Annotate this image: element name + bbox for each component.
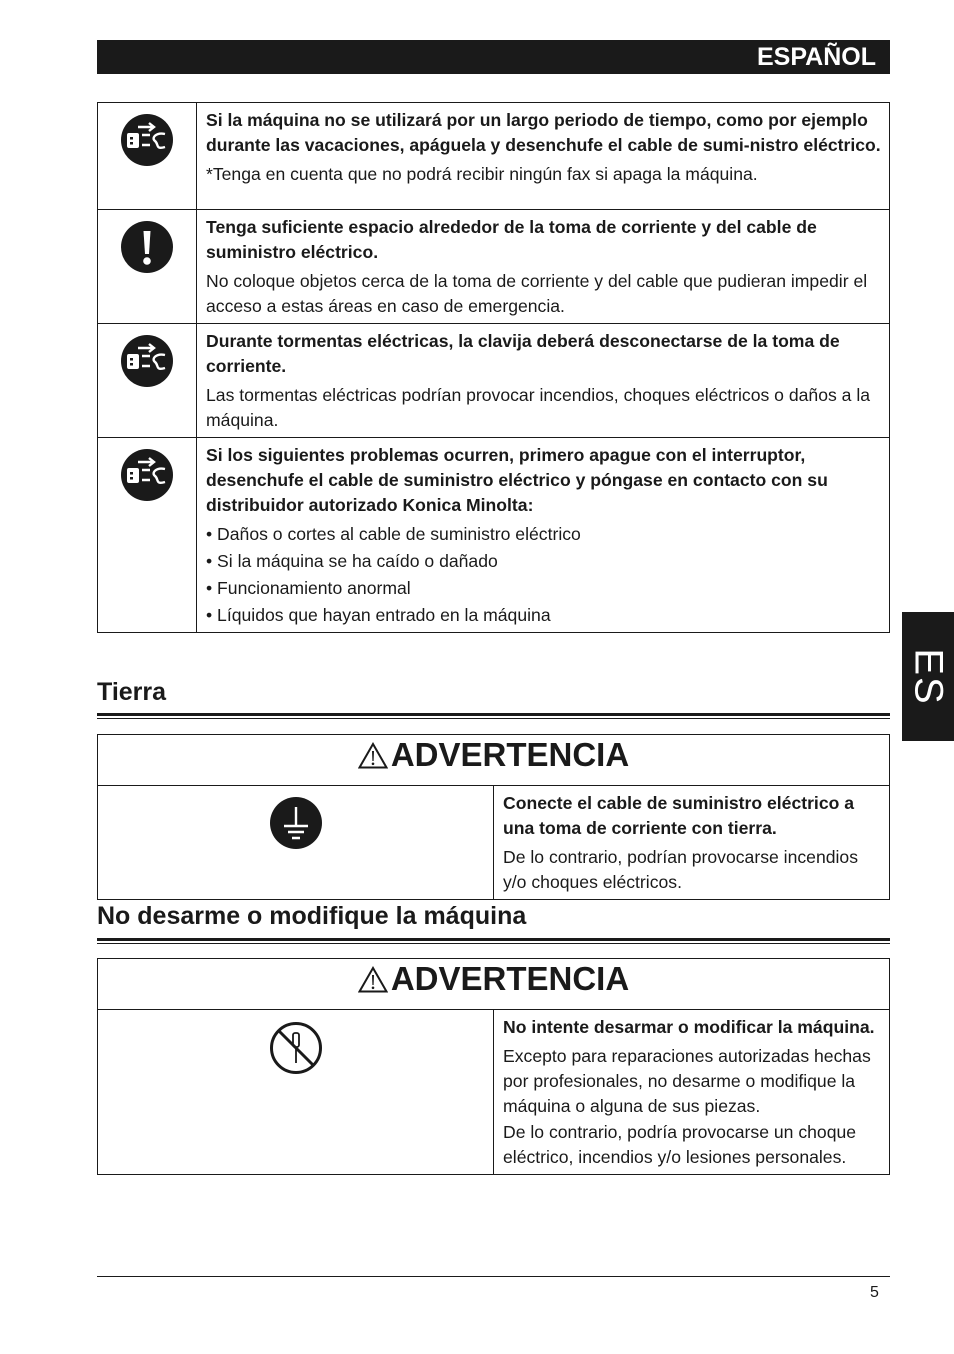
section-title-ground: Tierra (97, 678, 167, 706)
section-rule (97, 938, 890, 941)
warning-bold-text: Durante tormentas eléctricas, la clavija deberá desconectarse de la toma de corriente. (206, 331, 840, 376)
warning-bold-text: Si los siguientes problemas ocurren, primero apague con el interruptor, desenchufe el cable de suministro eléctrico y póngase en contacto con su distribuidor autorizado Konica Minolta: (206, 445, 828, 515)
table-row (98, 103, 890, 210)
language-code: ES (906, 647, 951, 706)
section-title-disassemble: No desarme o modifique la máquina (97, 902, 527, 930)
language-label: ESPAÑOL (757, 43, 876, 71)
warning-bold-text: Si la máquina no se utilizará por un largo periodo de tiempo, como por ejemplo durante las vacaciones, apáguela y desenchufe el cable de sumi-nistro eléctrico. (206, 110, 881, 155)
warning-bold-text: Conecte el cable de suministro eléctrico a una toma de corriente con tierra. (503, 793, 855, 838)
section-rule (97, 943, 890, 944)
list-item: • Si la máquina se ha caído o dañado (206, 551, 498, 571)
icon-cell (98, 210, 197, 324)
warning-text: No coloque objetos cerca de la toma de corriente y del cable que pudieran impedir el acceso a estas áreas en caso de emergencia. (206, 271, 868, 316)
icon-cell (98, 103, 197, 210)
warning-bold-text: Tenga suficiente espacio alrededor de la toma de corriente y del cable de suministro eléctrico. (206, 217, 817, 262)
table-row (98, 786, 890, 900)
warning-triangle-icon (358, 966, 388, 993)
warning-triangle-icon (358, 742, 388, 769)
list-item: • Daños o cortes al cable de suministro eléctrico (206, 524, 581, 544)
warning-label: ADVERTENCIA (390, 736, 630, 773)
warning-header-row (98, 735, 890, 786)
warning-header-row (98, 959, 890, 1010)
text-cell (494, 1010, 890, 1175)
table-row (98, 438, 890, 633)
text-cell (197, 324, 890, 438)
footer-rule (97, 1276, 890, 1277)
text-cell (197, 210, 890, 324)
precautions-table (97, 102, 890, 633)
section-rule (97, 718, 890, 719)
unplug-icon (121, 449, 173, 501)
page-number: 5 (870, 1284, 879, 1301)
language-header (97, 40, 890, 74)
table-row (98, 210, 890, 324)
ground-warning-table (97, 734, 890, 900)
table-row (98, 1010, 890, 1175)
exclamation-icon (121, 221, 173, 273)
table-row (98, 324, 890, 438)
warning-text: Excepto para reparaciones autorizadas hechas por profesionales, no desarme o modifique la máquina o alguna de sus piezas. (503, 1046, 871, 1116)
unplug-icon (121, 114, 173, 166)
text-cell (197, 103, 890, 210)
warning-bold-text: No intente desarmar o modificar la máquina. (503, 1017, 875, 1037)
warning-label: ADVERTENCIA (390, 960, 630, 997)
warning-header (98, 735, 890, 786)
text-cell (197, 438, 890, 633)
list-item: • Líquidos que hayan entrado en la máquina (206, 605, 551, 625)
warning-text: *Tenga en cuenta que no podrá recibir ningún fax si apaga la máquina. (206, 164, 758, 184)
list-item: • Funcionamiento anormal (206, 578, 411, 598)
language-side-tab (902, 612, 954, 741)
icon-cell (98, 1010, 494, 1175)
warning-text: De lo contrario, podría provocarse un choque eléctrico, incendios y/o lesiones personales. (503, 1122, 857, 1167)
section-rule (97, 713, 890, 716)
disassemble-warning-table (97, 958, 890, 1175)
text-cell (494, 786, 890, 900)
ground-icon (270, 797, 322, 849)
warning-text: Las tormentas eléctricas podrían provocar incendios, choques eléctricos o daños a la máquina. (206, 385, 871, 430)
warning-header (98, 959, 890, 1010)
unplug-icon (121, 335, 173, 387)
icon-cell (98, 438, 197, 633)
no-disassembly-icon (269, 1021, 323, 1075)
icon-cell (98, 786, 494, 900)
icon-cell (98, 324, 197, 438)
warning-text: De lo contrario, podrían provocarse incendios y/o choques eléctricos. (503, 847, 859, 892)
